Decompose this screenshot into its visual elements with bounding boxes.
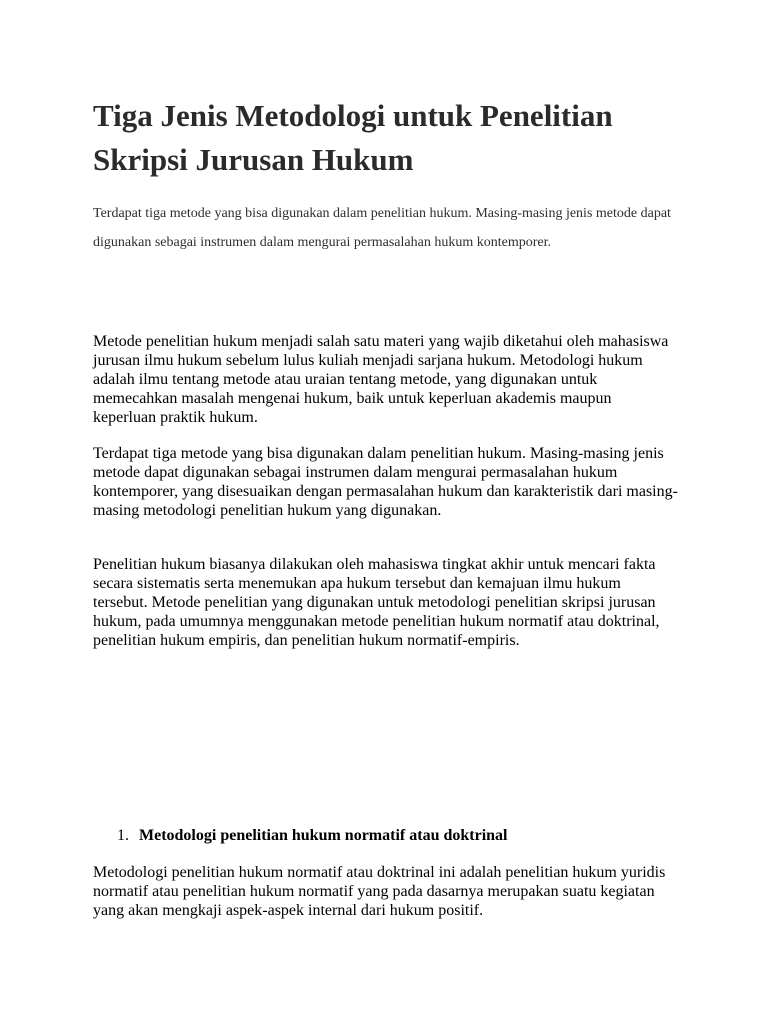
list-item-heading: Metodologi penelitian hukum normatif atau doktrinal (139, 827, 508, 844)
body-paragraph-3: Penelitian hukum biasanya dilakukan oleh mahasiswa tingkat akhir untuk mencari fakta secara sistematis serta menemukan apa hukum tersebut dan kemajuan ilmu hukum tersebut. Metode penelitian yang digunakan untuk metodologi penelitian skripsi jurusan hukum, pada umumnya menggunakan metode penelitian hukum normatif atau doktrinal, penelitian hukum empiris, dan penelitian hukum normatif-empiris. (93, 556, 660, 649)
body-paragraph-1: Metode penelitian hukum menjadi salah satu materi yang wajib diketahui oleh mahasiswa jurusan ilmu hukum sebelum lulus kuliah menjadi sarjana hukum. Metodologi hukum adalah ilmu tentang metode atau uraian tentang metode, yang digunakan untuk memecahkan masalah mengenai hukum, baik untuk keperluan akademis maupun keperluan praktik hukum. (93, 333, 669, 426)
list-item-number: 1. (117, 827, 129, 844)
body-paragraph-4: Metodologi penelitian hukum normatif atau doktrinal ini adalah penelitian hukum yuridis normatif atau penelitian hukum normatif yang pada dasarnya merupakan suatu kegiatan yang akan mengkaji aspek-aspek internal dari hukum positif. (93, 864, 666, 919)
body-paragraph-2: Terdapat tiga metode yang bisa digunakan dalam penelitian hukum. Masing-masing jenis metode dapat digunakan sebagai instrumen dalam mengurai permasalahan hukum kontemporer, yang disesuaikan dengan permasalahan hukum dan karakteristik dari masing-masing metodologi penelitian hukum yang digunakan. (93, 445, 678, 519)
lead-paragraph: Terdapat tiga metode yang bisa digunakan dalam penelitian hukum. Masing-masing jenis metode dapat digunakan sebagai instrumen dalam mengurai permasalahan hukum kontemporer. (93, 206, 671, 250)
page-title: Tiga Jenis Metodologi untuk Penelitian Skripsi Jurusan Hukum (93, 98, 613, 177)
